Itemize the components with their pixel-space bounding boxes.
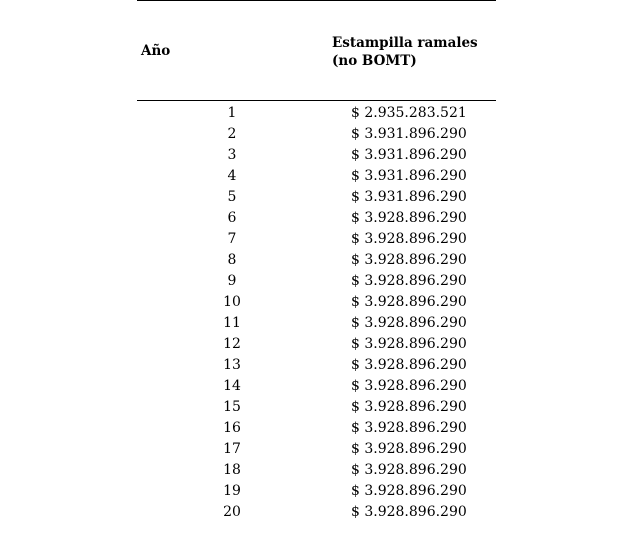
table-body	[137, 103, 496, 523]
value-cell: $ 3.931.896.290	[351, 168, 467, 184]
table-row	[137, 439, 496, 460]
year-cell: 12	[223, 336, 241, 352]
table-row	[137, 502, 496, 523]
year-cell: 13	[223, 357, 241, 373]
year-cell: 9	[227, 273, 237, 289]
table-top-rule	[137, 0, 496, 1]
table-row	[137, 229, 496, 250]
table-row	[137, 166, 496, 187]
table-row	[137, 313, 496, 334]
value-cell: $ 2.935.283.521	[351, 105, 467, 121]
value-cell: $ 3.928.896.290	[351, 483, 467, 499]
year-cell: 17	[223, 441, 241, 457]
year-cell: 19	[223, 483, 241, 499]
year-cell: 6	[227, 210, 237, 226]
table-row	[137, 208, 496, 229]
table-row	[137, 145, 496, 166]
header-estampilla-line1: Estampilla ramales	[332, 35, 478, 51]
year-cell: 2	[227, 126, 237, 142]
table-row	[137, 187, 496, 208]
value-cell: $ 3.931.896.290	[351, 147, 467, 163]
value-cell: $ 3.928.896.290	[351, 462, 467, 478]
table-row	[137, 103, 496, 124]
value-cell: $ 3.928.896.290	[351, 252, 467, 268]
table-row	[137, 418, 496, 439]
value-cell: $ 3.928.896.290	[351, 441, 467, 457]
table-row	[137, 271, 496, 292]
value-cell: $ 3.928.896.290	[351, 273, 467, 289]
table-row	[137, 481, 496, 502]
value-cell: $ 3.928.896.290	[351, 504, 467, 520]
year-cell: 11	[223, 315, 241, 331]
year-cell: 18	[223, 462, 241, 478]
value-cell: $ 3.928.896.290	[351, 420, 467, 436]
value-cell: $ 3.928.896.290	[351, 378, 467, 394]
table-header-rule	[137, 100, 496, 101]
value-cell: $ 3.928.896.290	[351, 399, 467, 415]
header-estampilla-line2: (no BOMT)	[332, 53, 417, 69]
year-cell: 3	[227, 147, 237, 163]
value-cell: $ 3.928.896.290	[351, 357, 467, 373]
table-row	[137, 460, 496, 481]
year-cell: 15	[223, 399, 241, 415]
year-cell: 16	[223, 420, 241, 436]
table-row	[137, 124, 496, 145]
table-row	[137, 397, 496, 418]
year-cell: 1	[227, 105, 237, 121]
value-cell: $ 3.928.896.290	[351, 210, 467, 226]
value-cell: $ 3.928.896.290	[351, 294, 467, 310]
year-cell: 5	[227, 189, 237, 205]
table-row	[137, 334, 496, 355]
year-cell: 20	[223, 504, 241, 520]
year-cell: 8	[227, 252, 237, 268]
table-row	[137, 376, 496, 397]
value-cell: $ 3.928.896.290	[351, 336, 467, 352]
year-cell: 14	[223, 378, 241, 394]
value-cell: $ 3.928.896.290	[351, 315, 467, 331]
value-cell: $ 3.931.896.290	[351, 189, 467, 205]
table-row	[137, 355, 496, 376]
header-year: Año	[141, 43, 171, 59]
value-cell: $ 3.928.896.290	[351, 231, 467, 247]
year-cell: 4	[227, 168, 237, 184]
year-cell: 7	[227, 231, 237, 247]
table-row	[137, 250, 496, 271]
header-estampilla	[332, 34, 478, 70]
year-cell: 10	[223, 294, 241, 310]
table-row	[137, 292, 496, 313]
value-cell: $ 3.931.896.290	[351, 126, 467, 142]
